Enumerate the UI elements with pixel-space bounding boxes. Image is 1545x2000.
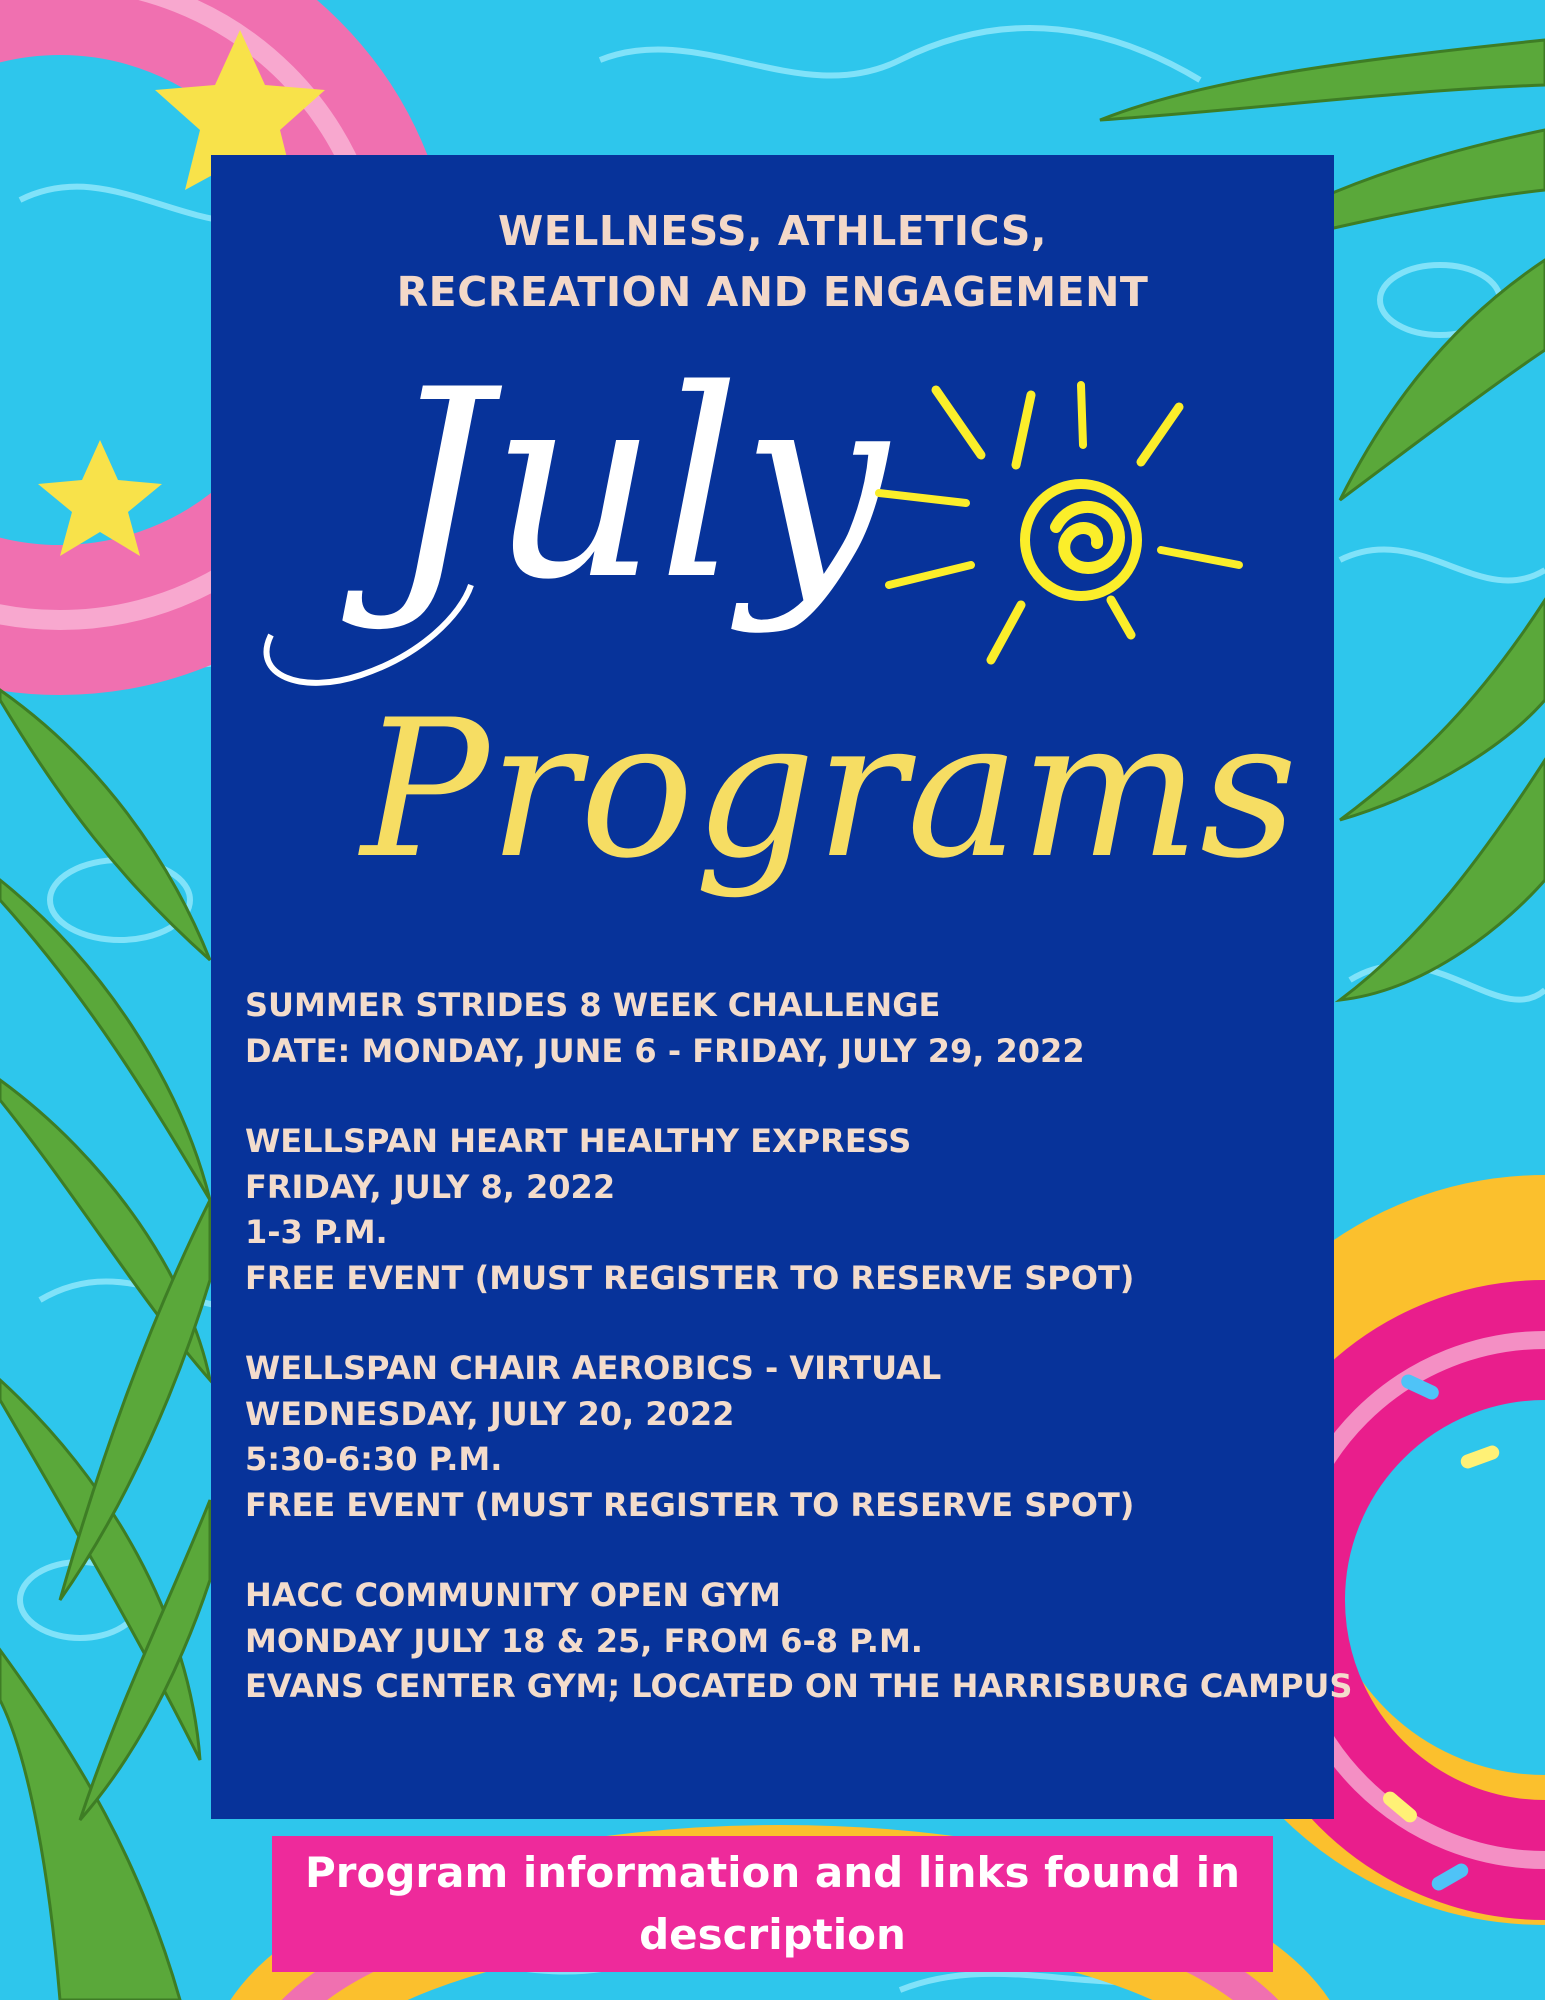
info-banner [272, 1836, 1273, 1972]
event-heart-healthy-express [245, 1119, 1325, 1301]
header-line-2: RECREATION AND ENGAGEMENT [396, 268, 1149, 316]
sun-icon [879, 385, 1239, 660]
event-date: WEDNESDAY, JULY 20, 2022 [245, 1394, 735, 1433]
event-location: EVANS CENTER GYM; LOCATED ON THE HARRISBURG CAMPUS [245, 1667, 1353, 1705]
title-graphic [211, 155, 1334, 955]
header-line-1: WELLNESS, ATHLETICS, [497, 207, 1047, 255]
event-time: 1-3 P.M. [245, 1213, 388, 1251]
event-date: FRIDAY, JULY 8, 2022 [245, 1167, 616, 1206]
event-list [245, 983, 1353, 1755]
event-chair-aerobics [245, 1346, 1325, 1528]
event-title: SUMMER STRIDES 8 WEEK CHALLENGE [245, 986, 941, 1024]
event-date: DATE: MONDAY, JUNE 6 - FRIDAY, JULY 29, 2022 [245, 1031, 1085, 1070]
event-date: MONDAY JULY 18 & 25, FROM 6-8 P.M. [245, 1621, 923, 1660]
event-note: FREE EVENT (MUST REGISTER TO RESERVE SPOT) [245, 1485, 1135, 1524]
title-programs: Programs [361, 679, 1298, 900]
content-panel [211, 155, 1353, 1819]
event-open-gym [245, 1573, 1353, 1710]
event-title: WELLSPAN CHAIR AEROBICS - VIRTUAL [245, 1349, 942, 1387]
title-july: July [386, 335, 888, 637]
event-title: HACC COMMUNITY OPEN GYM [245, 1576, 781, 1614]
info-banner-text: Program information and links found in description [304, 1848, 1241, 1959]
event-title: WELLSPAN HEART HEALTHY EXPRESS [245, 1122, 912, 1160]
event-time: 5:30-6:30 P.M. [245, 1440, 503, 1478]
event-note: FREE EVENT (MUST REGISTER TO RESERVE SPOT) [245, 1258, 1135, 1297]
event-summer-strides [245, 983, 1325, 1074]
